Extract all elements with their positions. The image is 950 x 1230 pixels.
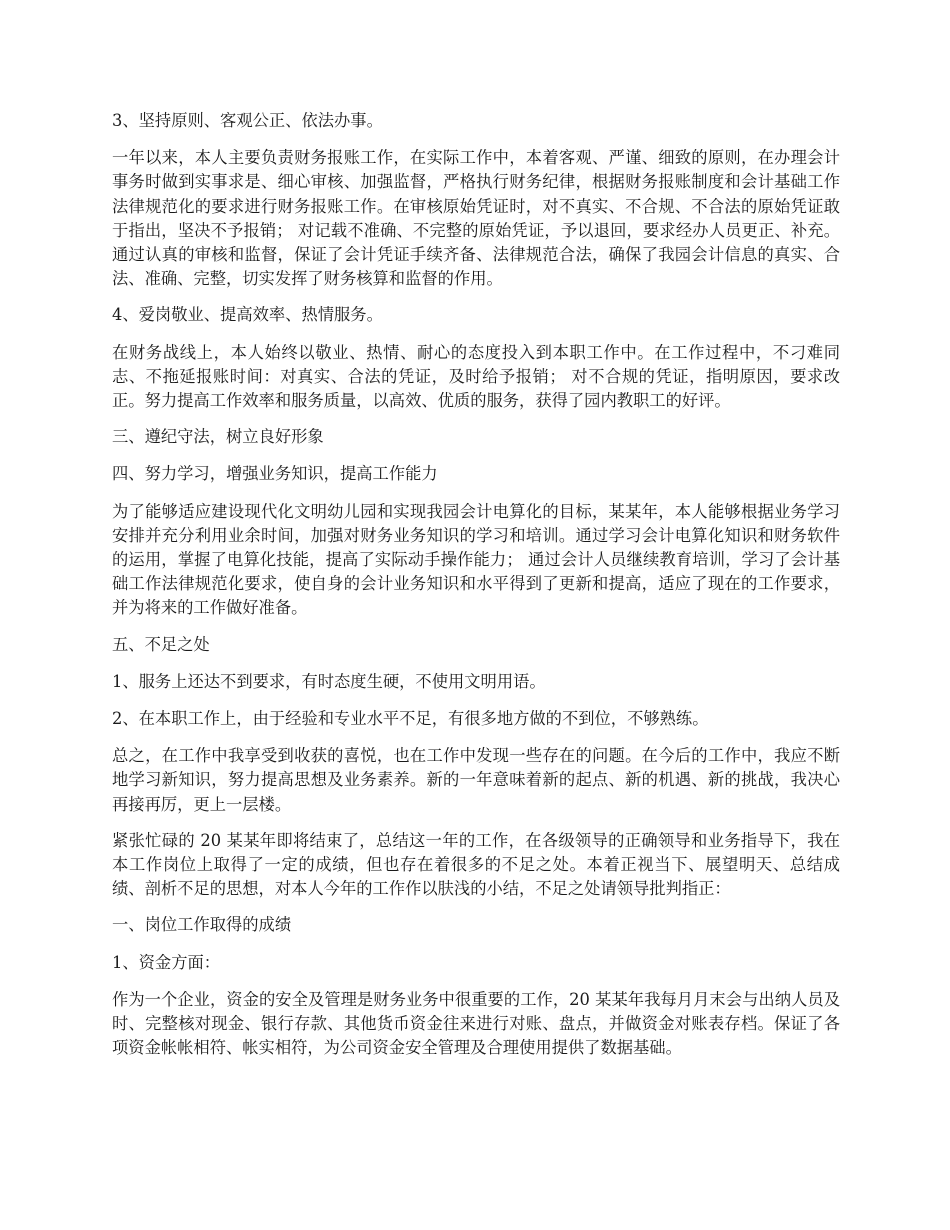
body-paragraph: 作为一个企业，资金的安全及管理是财务业务中很重要的工作，20 某某年我每月月末会与出纳人员及时、完整核对现金、银行存款、其他货币资金往来进行对账、盘点，并做资金对账表存档。保证了各项资金帐帐相符、帐实相符，为公司资金安全管理及合理使用提供了数据基础。 — [112, 989, 840, 1058]
list-item: 2、在本职工作上，由于经验和专业水平不足，有很多地方做的不到位，不够熟练。 — [112, 709, 709, 729]
list-item: 1、服务上还达不到要求，有时态度生硬，不使用文明用语。 — [112, 671, 546, 691]
body-paragraph: 一年以来，本人主要负责财务报账工作，在实际工作中，本着客观、严谨、细致的原则，在办理会计事务时做到实事求是、细心审核、加强监督，严格执行财务纪律，根据财务报账制度和会计基础工作法律规范化的要求进行财务报账工作。在审核原始凭证时，对不真实、不合规、不合法的原始凭证敢于指出，坚决不予报销； 对记载不准确、不完整的原始凭证，予以退回，要求经办人员更正、补充。通过认真的审核和监督，保证了会计凭证手续齐备、法律规范合法，确保了我园会计信息的真实、合法、准确、完整，切实发挥了财务核算和监督的作用。 — [112, 148, 840, 289]
body-paragraph: 在财务战线上，本人始终以敬业、热情、耐心的态度投入到本职工作中。在工作过程中，不刁难同志、不拖延报账时间：对真实、合法的凭证，及时给予报销； 对不合规的凭证，指明原因，要求改正。努力提高工作效率和服务质量，以高效、优质的服务，获得了园内教职工的好评。 — [112, 342, 840, 411]
section-heading: 4、爱岗敬业、提高效率、热情服务。 — [112, 305, 383, 325]
body-paragraph: 总之，在工作中我享受到收获的喜悦，也在工作中发现一些存在的问题。在今后的工作中，我应不断地学习新知识，努力提高思想及业务素养。新的一年意味着新的起点、新的机遇、新的挑战，我决心再接再厉，更上一层楼。 — [112, 746, 840, 814]
section-heading: 3、坚持原则、客观公正、依法办事。 — [112, 111, 383, 130]
section-heading: 1、资金方面： — [112, 952, 221, 972]
body-paragraph: 为了能够适应建设现代化文明幼儿园和实现我园会计电算化的目标，某某年，本人能够根据业务学习安排并充分利用业余时间，加强对财务业务知识的学习和培训。通过学习会计电算化知识和财务软件的运用，掌握了电算化技能，提高了实际动手操作能力； 通过会计人员继续教育培训，学习了会计基础工作法律规范化要求，使自身的会计业务知识和水平得到了更新和提高，适应了现在的工作要求，并为将来的工作做好准备。 — [112, 501, 840, 618]
section-heading: 四、努力学习，增强业务知识，提高工作能力 — [112, 464, 438, 484]
body-paragraph: 紧张忙碌的 20 某某年即将结束了，总结这一年的工作，在各级领导的正确领导和业务指导下，我在本工作岗位上取得了一定的成绩，但也存在着很多的不足之处。本着正视当下、展望明天、总结成绩、剖析不足的思想，对本人今年的工作作以肤浅的小结，不足之处请领导批判指正： — [112, 830, 840, 899]
section-heading: 一、岗位工作取得的成绩 — [112, 915, 292, 935]
section-heading: 五、不足之处 — [112, 634, 210, 654]
section-heading: 三、遵纪守法，树立良好形象 — [112, 427, 324, 447]
